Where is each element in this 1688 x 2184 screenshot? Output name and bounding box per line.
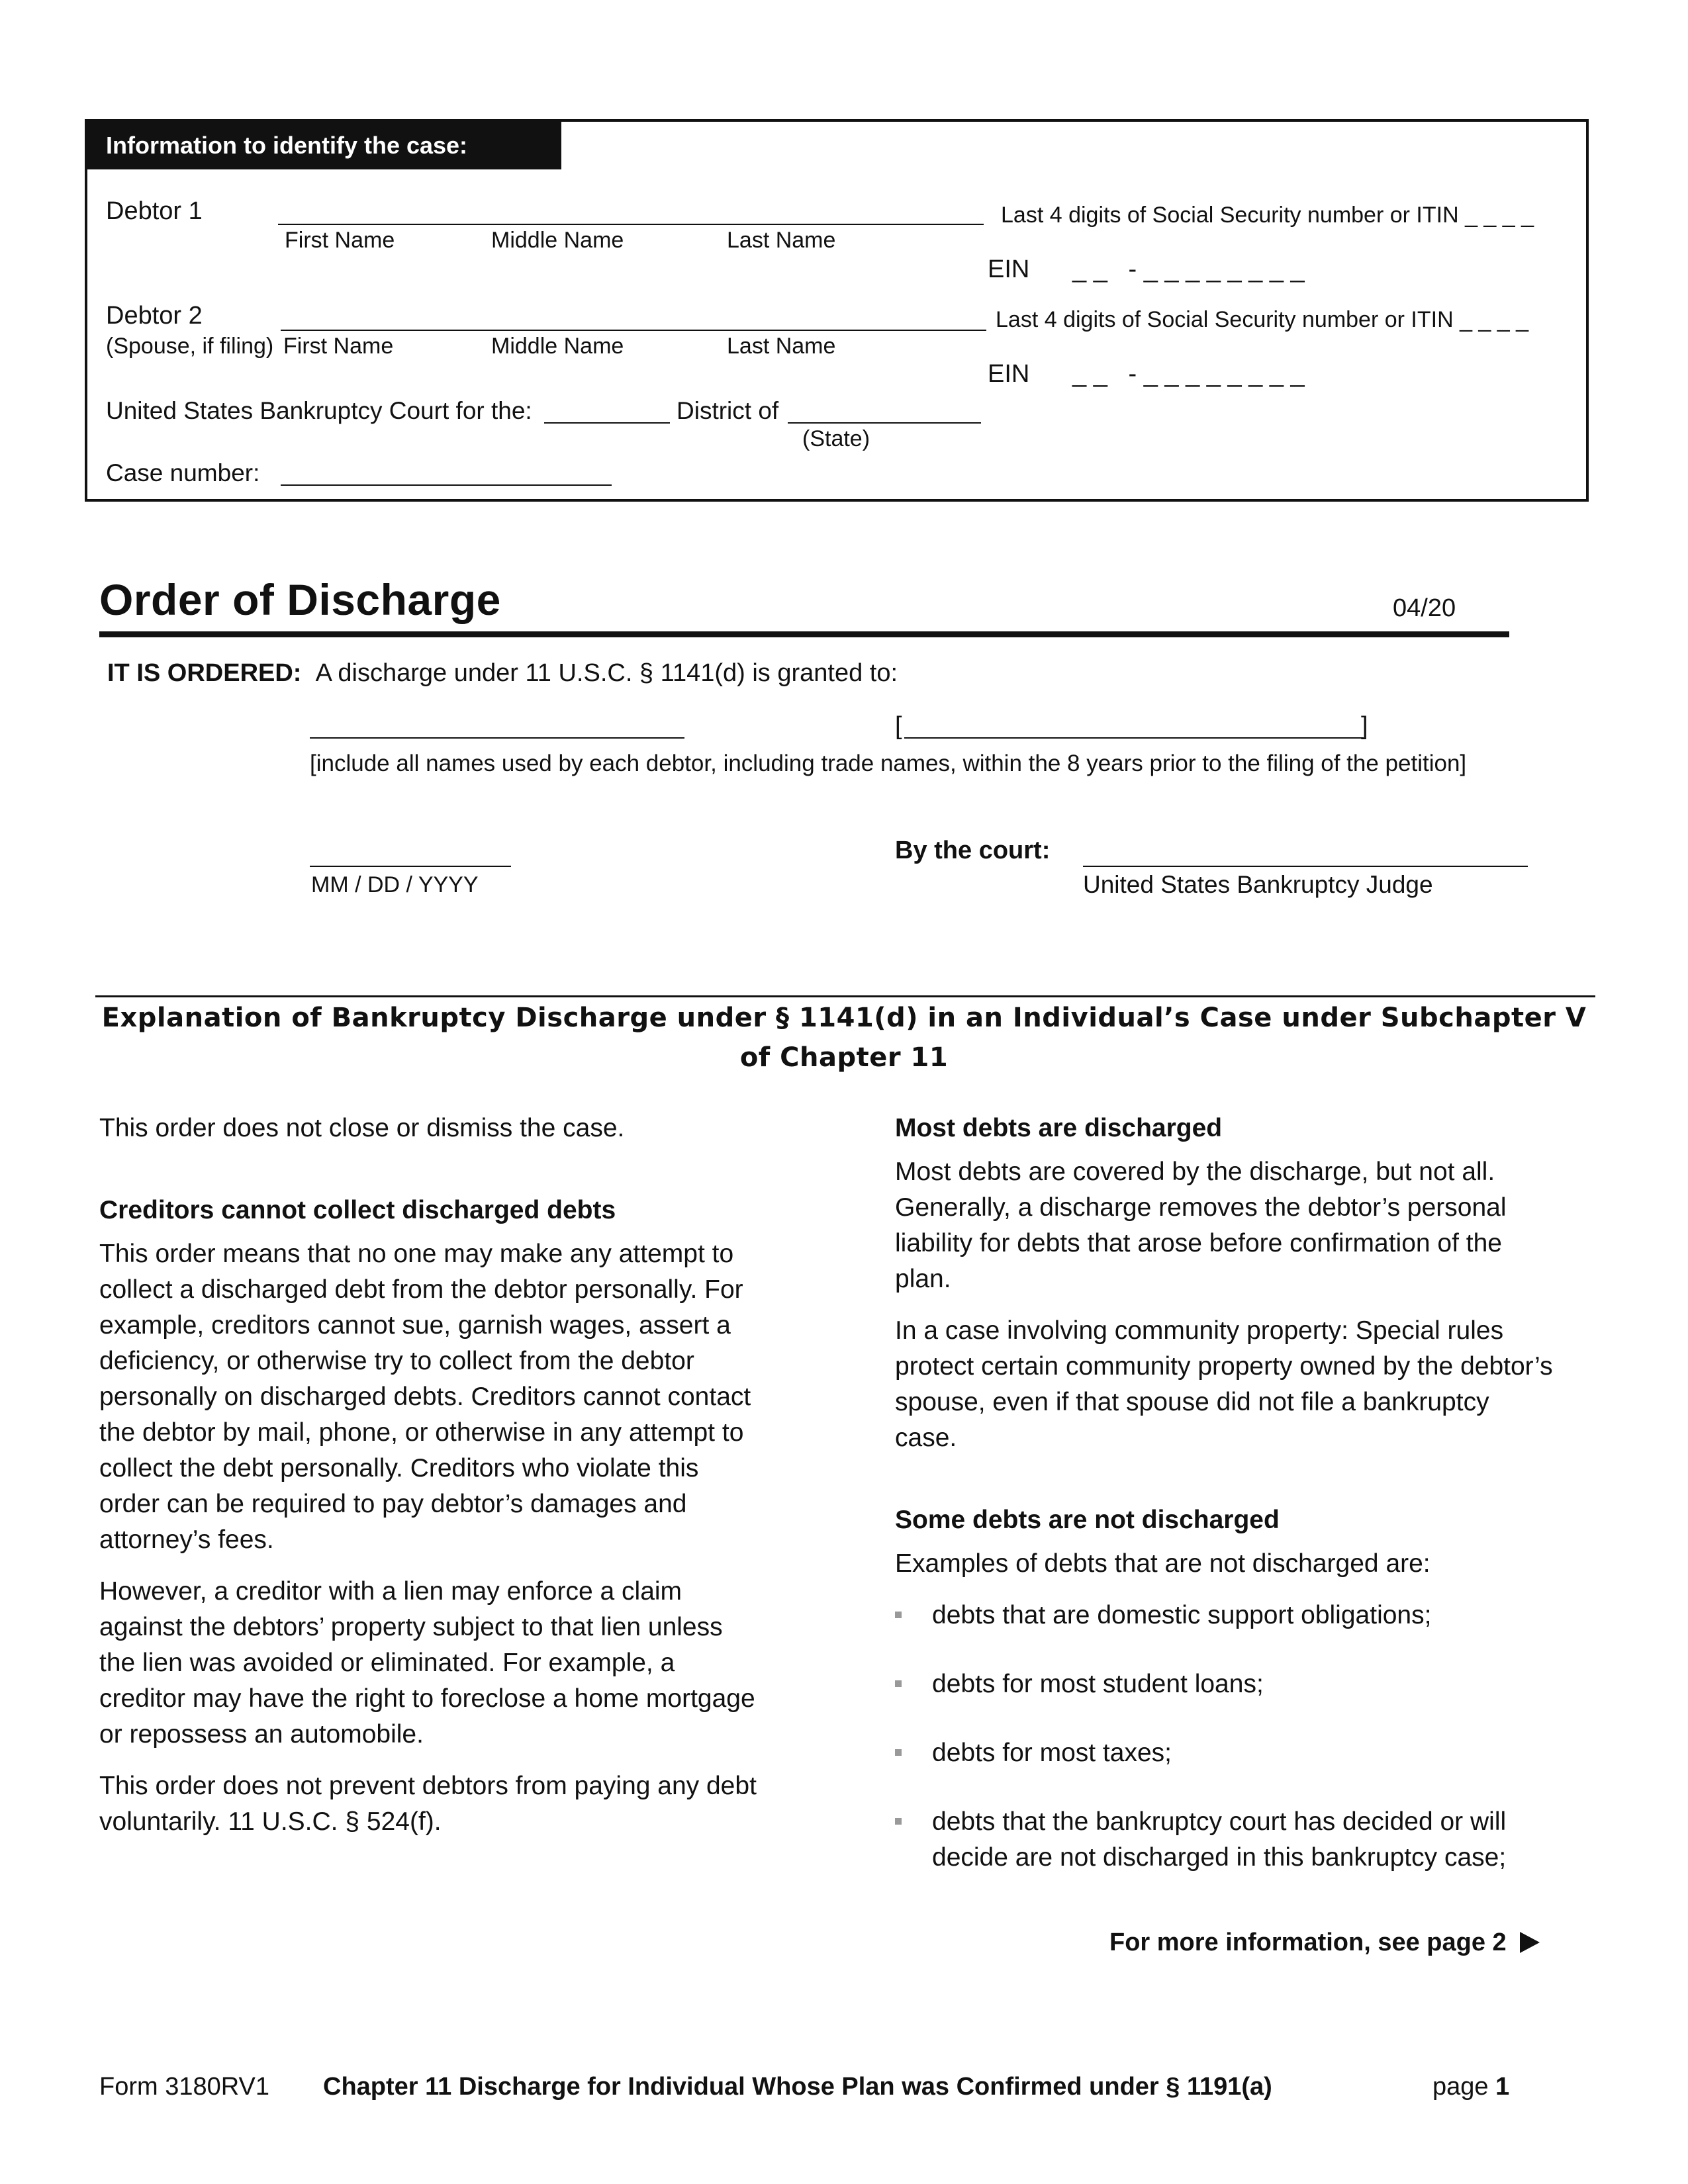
debtor1-name-field[interactable] bbox=[278, 224, 984, 225]
bullet-icon bbox=[895, 1749, 902, 1756]
bullet-icon bbox=[895, 1612, 902, 1618]
debtor2-ein-field[interactable]: _ _ - _ _ _ _ _ _ _ _ bbox=[1072, 360, 1305, 388]
ordered-statement bbox=[107, 659, 898, 688]
some-debts-heading: Some debts are not discharged bbox=[895, 1506, 1280, 1534]
explanation-rule bbox=[95, 995, 1595, 997]
debtor2-ein-label: EIN bbox=[988, 360, 1030, 388]
debtor2-last-name-label: Last Name bbox=[727, 334, 836, 359]
some-debts-intro: Examples of debts that are not discharged are: bbox=[895, 1549, 1430, 1578]
debtor1-ein-label: EIN bbox=[988, 255, 1030, 283]
list-item: debts for most student loans; bbox=[895, 1666, 1557, 1702]
debtor1-ssn-label: Last 4 digits of Social Security number or ITIN _ _ _ _ bbox=[1001, 203, 1534, 228]
form-version: 04/20 bbox=[1393, 594, 1456, 622]
debtor-names-field[interactable] bbox=[310, 737, 684, 739]
debtor-names-field-2[interactable] bbox=[904, 737, 1364, 739]
debtor1-last-name-label: Last Name bbox=[727, 228, 836, 253]
debtor2-label: Debtor 2 bbox=[106, 302, 203, 330]
most-debts-paragraph-2: In a case involving community property: Special rules protect certain community property owned by the debtor’s spouse, even if that spouse did not file a bankruptcy case. bbox=[895, 1316, 1553, 1452]
creditors-heading: Creditors cannot collect discharged debts bbox=[99, 1196, 616, 1224]
page-label: page bbox=[1432, 2073, 1489, 2101]
debtor1-first-name-label: First Name bbox=[285, 228, 395, 253]
debtor1-ein-field[interactable]: _ _ - _ _ _ _ _ _ _ _ bbox=[1072, 255, 1305, 283]
form-title: Chapter 11 Discharge for Individual Whose Plan was Confirmed under § 1191(a) bbox=[323, 2073, 1272, 2101]
list-item: debts that are domestic support obligations; bbox=[895, 1598, 1557, 1633]
by-court-label: By the court: bbox=[895, 837, 1051, 864]
explanation-heading: Explanation of Bankruptcy Discharge under § 1141(d) in an Individual’s Case under Subchapter V of Chapter 11 bbox=[101, 1003, 1587, 1073]
ordered-text: A discharge under 11 U.S.C. § 1141(d) is granted to: bbox=[315, 659, 898, 687]
judge-signature-field[interactable] bbox=[1083, 866, 1528, 867]
creditors-paragraph-2: However, a creditor with a lien may enforce a claim against the debtors’ property subject to that lien unless the lien was avoided or eliminated. For example, a creditor may have the right to foreclose a home mortgage or repossess an automobile. bbox=[99, 1577, 755, 1749]
title-rule bbox=[99, 631, 1509, 637]
debtor2-first-name-label: First Name bbox=[283, 334, 394, 359]
debtor1-label: Debtor 1 bbox=[106, 197, 203, 225]
page-indicator bbox=[1432, 2073, 1509, 2101]
page-title: Order of Discharge bbox=[99, 575, 501, 624]
debtor2-middle-name-label: Middle Name bbox=[491, 334, 624, 359]
judge-label: United States Bankruptcy Judge bbox=[1083, 871, 1433, 898]
district-label: District of bbox=[677, 397, 779, 424]
debtor1-ssn-field[interactable]: _ _ _ _ bbox=[1465, 203, 1534, 228]
court-label: United States Bankruptcy Court for the: bbox=[106, 397, 532, 424]
ordered-label: IT IS ORDERED: bbox=[107, 659, 302, 687]
state-label: (State) bbox=[802, 426, 870, 451]
open-bracket: [ bbox=[895, 712, 902, 740]
arrow-right-icon bbox=[1520, 1932, 1540, 1953]
district-field[interactable] bbox=[788, 422, 981, 424]
more-info-link[interactable]: For more information, see page 2 bbox=[1109, 1929, 1540, 1957]
most-debts-paragraph-1: Most debts are covered by the discharge, but not all. Generally, a discharge removes the debtor’s personal liability for debts that arose before confirmation of the plan. bbox=[895, 1158, 1507, 1293]
case-number-label: Case number: bbox=[106, 459, 260, 486]
debtor2-ssn-field[interactable]: _ _ _ _ bbox=[1460, 307, 1529, 332]
bullet-icon bbox=[895, 1680, 902, 1687]
creditors-paragraph-1: This order means that no one may make any attempt to collect a discharged debt from the debtor personally. For example, creditors cannot sue, garnish wages, assert a deficiency, or otherwise try to collect from the debtor personally on discharged debts. Creditors cannot contact the debtor by mail, phone, or otherwise in any attempt to collect the debt personally. Creditors who violate this order can be required to pay debtor’s damages and attorney’s fees. bbox=[99, 1240, 751, 1554]
intro-paragraph: This order does not close or dismiss the case. bbox=[99, 1114, 625, 1142]
debtor1-middle-name-label: Middle Name bbox=[491, 228, 624, 253]
explanation-left-column bbox=[99, 1111, 761, 1856]
bullet-icon bbox=[895, 1818, 902, 1825]
explanation-right-column bbox=[895, 1111, 1557, 1909]
date-field[interactable] bbox=[310, 866, 511, 867]
case-number-field[interactable] bbox=[281, 484, 612, 486]
close-bracket: ] bbox=[1361, 712, 1368, 740]
list-item: debts for most taxes; bbox=[895, 1735, 1557, 1771]
page-number: 1 bbox=[1495, 2073, 1510, 2101]
creditors-paragraph-3: This order does not prevent debtors from paying any debt voluntarily. 11 U.S.C. § 524(f). bbox=[99, 1772, 757, 1836]
names-note: [include all names used by each debtor, including trade names, within the 8 years prior to the filing of the petition] bbox=[310, 751, 1467, 776]
debtor2-ssn-label: Last 4 digits of Social Security number or ITIN _ _ _ _ bbox=[996, 307, 1529, 332]
date-format-label: MM / DD / YYYY bbox=[311, 872, 479, 897]
debtor2-spouse-note: (Spouse, if filing) bbox=[106, 334, 274, 359]
list-item: debts that the bankruptcy court has decided or will decide are not discharged in this bankruptcy case; bbox=[895, 1804, 1557, 1876]
court-field[interactable] bbox=[544, 422, 670, 424]
case-info-header: Information to identify the case: bbox=[85, 119, 561, 169]
form-number: Form 3180RV1 bbox=[99, 2073, 269, 2101]
debtor2-name-field[interactable] bbox=[281, 330, 986, 331]
most-debts-heading: Most debts are discharged bbox=[895, 1114, 1223, 1142]
